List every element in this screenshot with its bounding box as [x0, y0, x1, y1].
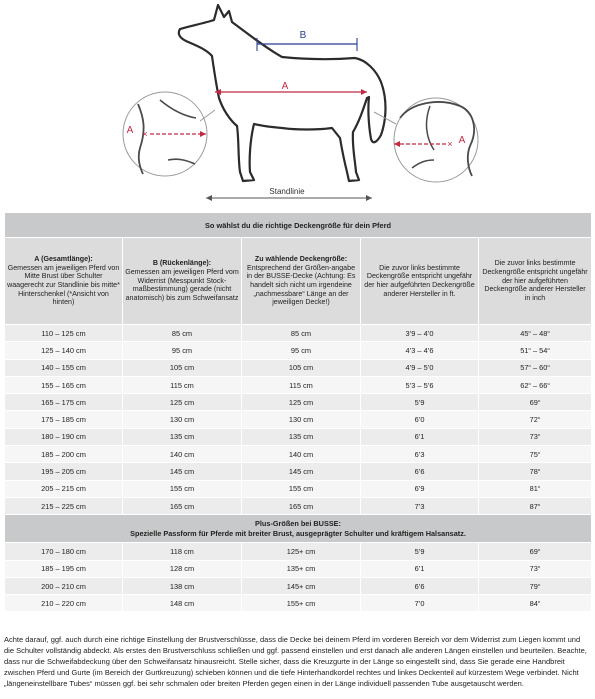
table-cell: 85 cm	[123, 325, 242, 342]
footer-note: Achte darauf, ggf. auch durch eine richtige Einstellung der Brustverschlüsse, dass die Decke bei deinem Pferd im vorderen Bereich vor dem Widerrist zum Liegen kommt und die Schulter vollständig abdeckt. Als erstes den Brustverschluss schließen und ggf. passend einstellen und erst danach alle anderen Längen einstellen und beurteilen. Beachte, dass nur die Schweifabdeckung über den Schweifansatz hinausreicht. Stelle sicher, dass die Kreuzgurte in der Länge so eingestellt sind, dass Sie gerade eine Handbreit zwischen Pferd und Gurte (im Bereich der Gurtkreuzung) schieben können und die tiefe Hinterhandkordel rechtes und linkes Deckenteil auf kürzestem Wege verbindet. Nicht „längeneinstellbare Tubes“ müssen ggf. bei sehr schmalen oder breiten Pferden gegen einen in der Länge individuell passenden Tube ausgetauscht werden.	[4, 635, 587, 689]
column-header-text: Die zuvor links bestimmte Deckengröße entspricht ungefähr der hier aufgeführten Deckengröße anderer Hersteller in ft.	[364, 263, 475, 298]
table-cell: 118 cm	[123, 543, 242, 560]
svg-text:×: ×	[142, 129, 148, 139]
table-cell: 73“	[479, 428, 592, 445]
table-cell: 125 cm	[123, 394, 242, 411]
table-cell: 155 cm	[123, 480, 242, 497]
table-row	[5, 577, 592, 594]
table-cell: 95 cm	[242, 342, 361, 359]
table-cell: 130 cm	[123, 411, 242, 428]
table-cell: 155 cm	[242, 480, 361, 497]
table-cell: 135 cm	[123, 428, 242, 445]
column-header-title: B (Rückenlänge):	[152, 259, 212, 268]
measure-a-line	[215, 89, 367, 95]
table-cell: 4’3 – 4’6	[361, 342, 479, 359]
column-header-1	[5, 238, 123, 325]
table-cell: 6’0	[361, 411, 479, 428]
column-header-text: Die zuvor links bestimmte Deckengröße entspricht ungefähr der hier aufgeführten Deckengröße anderer Hersteller in inch	[482, 259, 588, 302]
table-cell: 51“ – 54“	[479, 342, 592, 359]
table-row	[5, 428, 592, 445]
table-cell: 75“	[479, 446, 592, 463]
table-cell: 135 cm	[242, 428, 361, 445]
table-cell: 110 – 125 cm	[5, 325, 123, 342]
measure-b-line	[257, 38, 357, 51]
table-cell: 135+ cm	[242, 560, 361, 577]
table-row	[5, 560, 592, 577]
table-row	[5, 595, 592, 612]
table-cell: 62“ – 66“	[479, 376, 592, 393]
table-cell: 148 cm	[123, 595, 242, 612]
table-cell: 115 cm	[242, 376, 361, 393]
horse-silhouette	[179, 5, 386, 181]
table-cell: 128 cm	[123, 560, 242, 577]
table-cell: 125 – 140 cm	[5, 342, 123, 359]
column-header-text: Entsprechend der Größen-angabe in der BUSSE-Decke (Achtung: Es handelt sich nicht um irgendeine „nachmessbare“ Länge an der jeweiligen Decke!)	[246, 263, 356, 307]
table-cell: 138 cm	[123, 577, 242, 594]
column-header-text: Gemessen am jeweiligen Pferd von Mitte Brust über Schulter waagerecht zur Standlinie bis mitte* Hinterschenkel (*Ansicht von hinten)	[7, 263, 120, 307]
table-cell: 145 cm	[123, 463, 242, 480]
table-cell: 165 – 175 cm	[5, 394, 123, 411]
table-row	[5, 497, 592, 514]
table-cell: 5’9	[361, 394, 479, 411]
table-row	[5, 342, 592, 359]
plus-title-line2: Spezielle Passform für Pferde mit breiter Brust, ausgeprägter Schulter und kräftigem Halsansatz.	[130, 528, 466, 538]
table-cell: 5’3 – 5’6	[361, 376, 479, 393]
table-cell: 125 cm	[242, 394, 361, 411]
table-cell: 210 – 220 cm	[5, 595, 123, 612]
table-cell: 69“	[479, 394, 592, 411]
table-row	[5, 446, 592, 463]
table-cell: 6’9	[361, 480, 479, 497]
table-row	[5, 463, 592, 480]
column-header-text: Gemessen am jeweiligen Pferd vom Widerrist (Messpunkt Stock-maßbestimmung) gerade (nicht anatomisch) bis zum Schweifansatz	[125, 268, 239, 302]
table-cell: 6’6	[361, 577, 479, 594]
column-header-4	[361, 238, 479, 325]
table-row	[5, 325, 592, 342]
plus-title-line1: Plus-Größen bei BUSSE:	[255, 519, 341, 529]
table-cell: 95 cm	[123, 342, 242, 359]
table-cell: 6’6	[361, 463, 479, 480]
table-cell: 57“ – 60“	[479, 359, 592, 376]
table-cell: 6’1	[361, 428, 479, 445]
table-cell: 85 cm	[242, 325, 361, 342]
table-row	[5, 480, 592, 497]
table-row	[5, 376, 592, 393]
table-row	[5, 411, 592, 428]
horse-measurement-diagram	[0, 0, 595, 210]
standard-sizes	[5, 325, 592, 515]
table-cell: 155 – 165 cm	[5, 376, 123, 393]
table-cell: 6’1	[361, 560, 479, 577]
table-cell: 3’9 – 4’0	[361, 325, 479, 342]
svg-text:×: ×	[447, 139, 453, 149]
table-cell: 105 cm	[242, 359, 361, 376]
table-cell: 195 – 205 cm	[5, 463, 123, 480]
table-cell: 165 cm	[123, 497, 242, 514]
table-cell: 7’0	[361, 595, 479, 612]
table-row	[5, 359, 592, 376]
column-header-5	[479, 238, 592, 325]
size-table	[4, 212, 592, 612]
table-cell: 5’9	[361, 543, 479, 560]
table-cell: 145+ cm	[242, 577, 361, 594]
table-cell: 87“	[479, 497, 592, 514]
table-cell: 115 cm	[123, 376, 242, 393]
table-cell: 69“	[479, 543, 592, 560]
label-a-rear: A	[458, 135, 466, 146]
table-cell: 140 cm	[123, 446, 242, 463]
table-cell: 205 – 215 cm	[5, 480, 123, 497]
table-header-row	[5, 238, 592, 325]
table-cell: 72“	[479, 411, 592, 428]
table-cell: 185 – 200 cm	[5, 446, 123, 463]
table-cell: 175 – 185 cm	[5, 411, 123, 428]
table-cell: 7’3	[361, 497, 479, 514]
ground-label: Standlinie	[269, 187, 305, 196]
table-cell: 215 – 225 cm	[5, 497, 123, 514]
label-a-front: A	[126, 125, 134, 136]
table-cell: 180 – 190 cm	[5, 428, 123, 445]
table-cell: 130 cm	[242, 411, 361, 428]
table-cell: 200 – 210 cm	[5, 577, 123, 594]
column-header-2	[123, 238, 242, 325]
front-detail-circle	[123, 92, 207, 176]
table-cell: 45“ – 48“	[479, 325, 592, 342]
table-cell: 145 cm	[242, 463, 361, 480]
table-cell: 105 cm	[123, 359, 242, 376]
table-row	[5, 543, 592, 560]
table-row	[5, 394, 592, 411]
table-cell: 185 – 195 cm	[5, 560, 123, 577]
table-cell: 79“	[479, 577, 592, 594]
rear-detail-circle	[394, 98, 478, 182]
column-header-title: Zu wählende Deckengröße:	[254, 255, 348, 264]
label-b: B	[299, 30, 307, 41]
table-cell: 165 cm	[242, 497, 361, 514]
table-cell: 140 cm	[242, 446, 361, 463]
table-cell: 73“	[479, 560, 592, 577]
table-cell: 78“	[479, 463, 592, 480]
table-cell: 170 – 180 cm	[5, 543, 123, 560]
table-cell: 84“	[479, 595, 592, 612]
plus-sizes-title	[5, 515, 592, 543]
table-cell: 4’9 – 5’0	[361, 359, 479, 376]
table-cell: 6’3	[361, 446, 479, 463]
label-a: A	[281, 81, 289, 92]
column-header-title: A (Gesamtlänge):	[34, 255, 93, 264]
plus-sizes	[5, 543, 592, 612]
column-header-3	[242, 238, 361, 325]
table-cell: 125+ cm	[242, 543, 361, 560]
table-cell: 155+ cm	[242, 595, 361, 612]
table-title: So wählst du die richtige Deckengröße für dein Pferd	[5, 213, 592, 238]
table-cell: 140 – 155 cm	[5, 359, 123, 376]
table-cell: 81“	[479, 480, 592, 497]
